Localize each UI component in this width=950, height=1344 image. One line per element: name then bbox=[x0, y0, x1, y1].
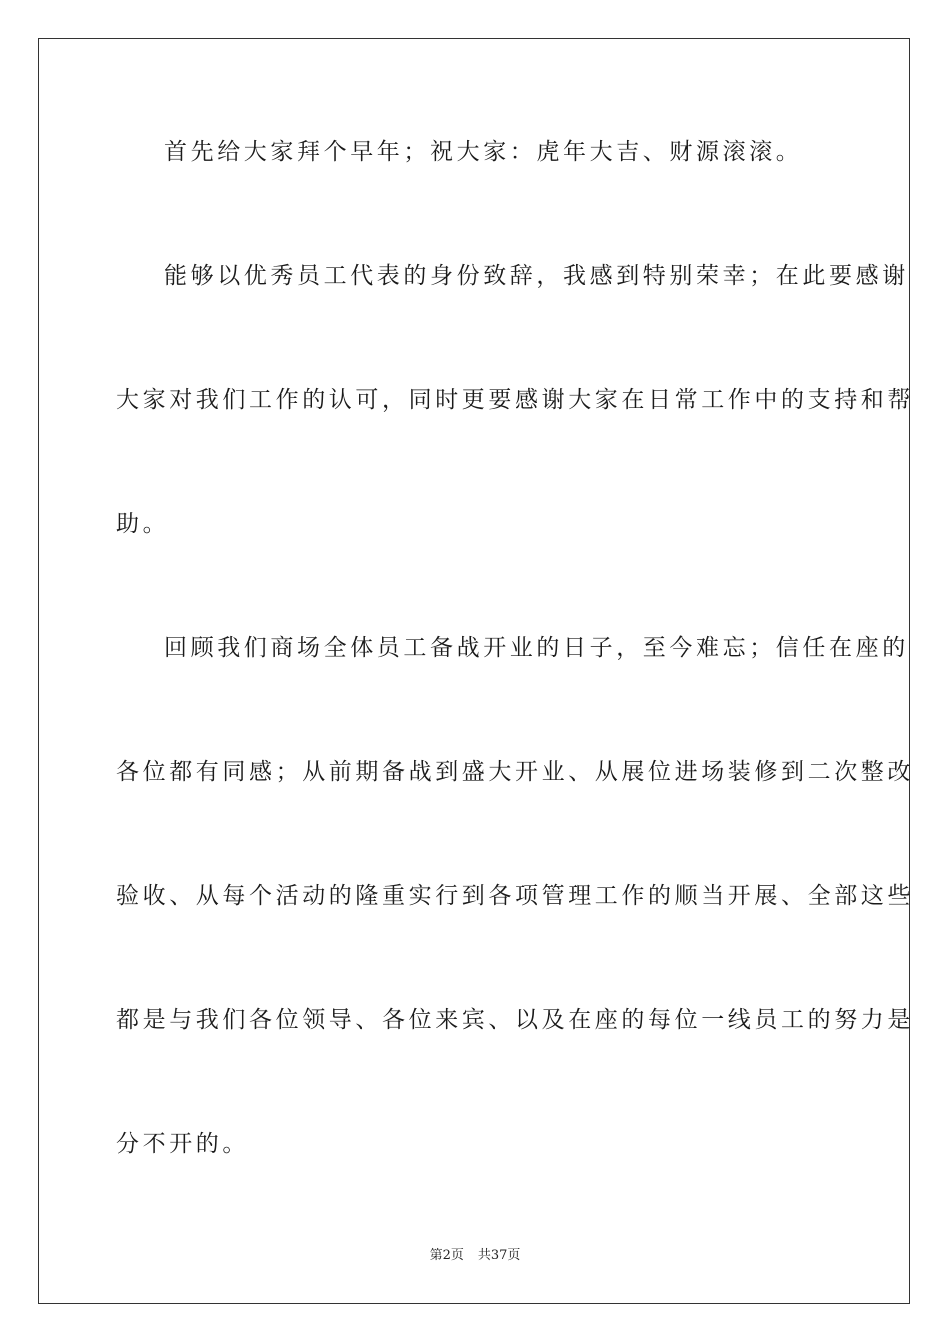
paragraph-line-8: 都是与我们各位领导、各位来宾、以及在座的每位一线员工的努力是 bbox=[116, 1007, 914, 1033]
paragraph-line-2: 能够以优秀员工代表的身份致辞，我感到特别荣幸；在此要感谢 bbox=[164, 263, 909, 289]
page-total: 共37页 bbox=[477, 1248, 521, 1263]
paragraph-line-4: 助。 bbox=[116, 511, 170, 537]
paragraph-line-5: 回顾我们商场全体员工备战开业的日子，至今难忘；信任在座的 bbox=[164, 635, 909, 661]
paragraph-line-9: 分不开的。 bbox=[116, 1131, 249, 1157]
paragraph-line-3: 大家对我们工作的认可，同时更要感谢大家在日常工作中的支持和帮 bbox=[116, 387, 914, 413]
page-frame bbox=[38, 38, 914, 1304]
paragraph-line-6: 各位都有同感；从前期备战到盛大开业、从展位进场装修到二次整改 bbox=[116, 759, 914, 785]
paragraph-line-1: 首先给大家拜个早年；祝大家：虎年大吉、财源滚滚。 bbox=[164, 139, 803, 165]
page-number: 第2页 bbox=[429, 1248, 464, 1263]
paragraph-line-7: 验收、从每个活动的隆重实行到各项管理工作的顺当开展、全部这些 bbox=[116, 883, 914, 909]
page-footer bbox=[0, 1247, 950, 1265]
